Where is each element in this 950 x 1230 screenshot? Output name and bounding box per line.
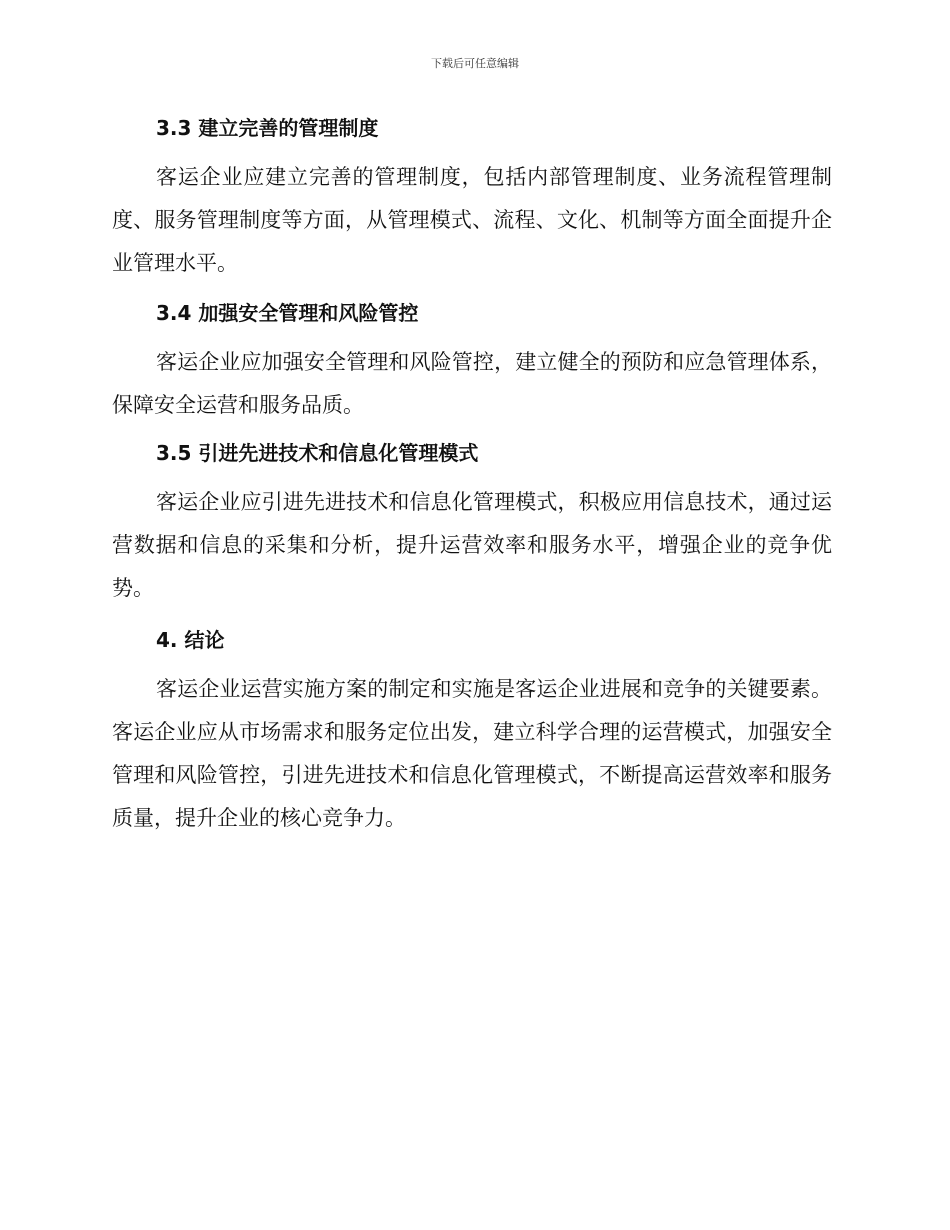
section-paragraph-3-3: 客运企业应建立完善的管理制度，包括内部管理制度、业务流程管理制度、服务管理制度等方面，从管理模式、流程、文化、机制等方面全面提升企业管理水平。: [112, 165, 832, 275]
document-body: [112, 106, 832, 840]
section-paragraph-3-5: 客运企业应引进先进技术和信息化管理模式，积极应用信息技术，通过运营数据和信息的采集和分析，提升运营效率和服务水平，增强企业的竞争优势。: [112, 490, 832, 600]
section-heading-3-5: 3.5 引进先进技术和信息化管理模式: [156, 441, 479, 465]
section-paragraph-conclusion: 客运企业运营实施方案的制定和实施是客运企业进展和竞争的关键要素。客运企业应从市场需求和服务定位出发，建立科学合理的运营模式，加强安全管理和风险管控，引进先进技术和信息化管理模式，不断提高运营效率和服务质量，提升企业的核心竞争力。: [112, 677, 832, 830]
section-paragraph-3-4: 客运企业应加强安全管理和风险管控，建立健全的预防和应急管理体系，保障安全运营和服务品质。: [112, 350, 832, 417]
section-heading-conclusion: 4. 结论: [156, 628, 225, 652]
section-heading-3-3: 3.3 建立完善的管理制度: [156, 116, 379, 140]
section-heading-3-4: 3.4 加强安全管理和风险管控: [156, 301, 419, 325]
page-header-note: 下载后可任意编辑: [431, 57, 519, 70]
